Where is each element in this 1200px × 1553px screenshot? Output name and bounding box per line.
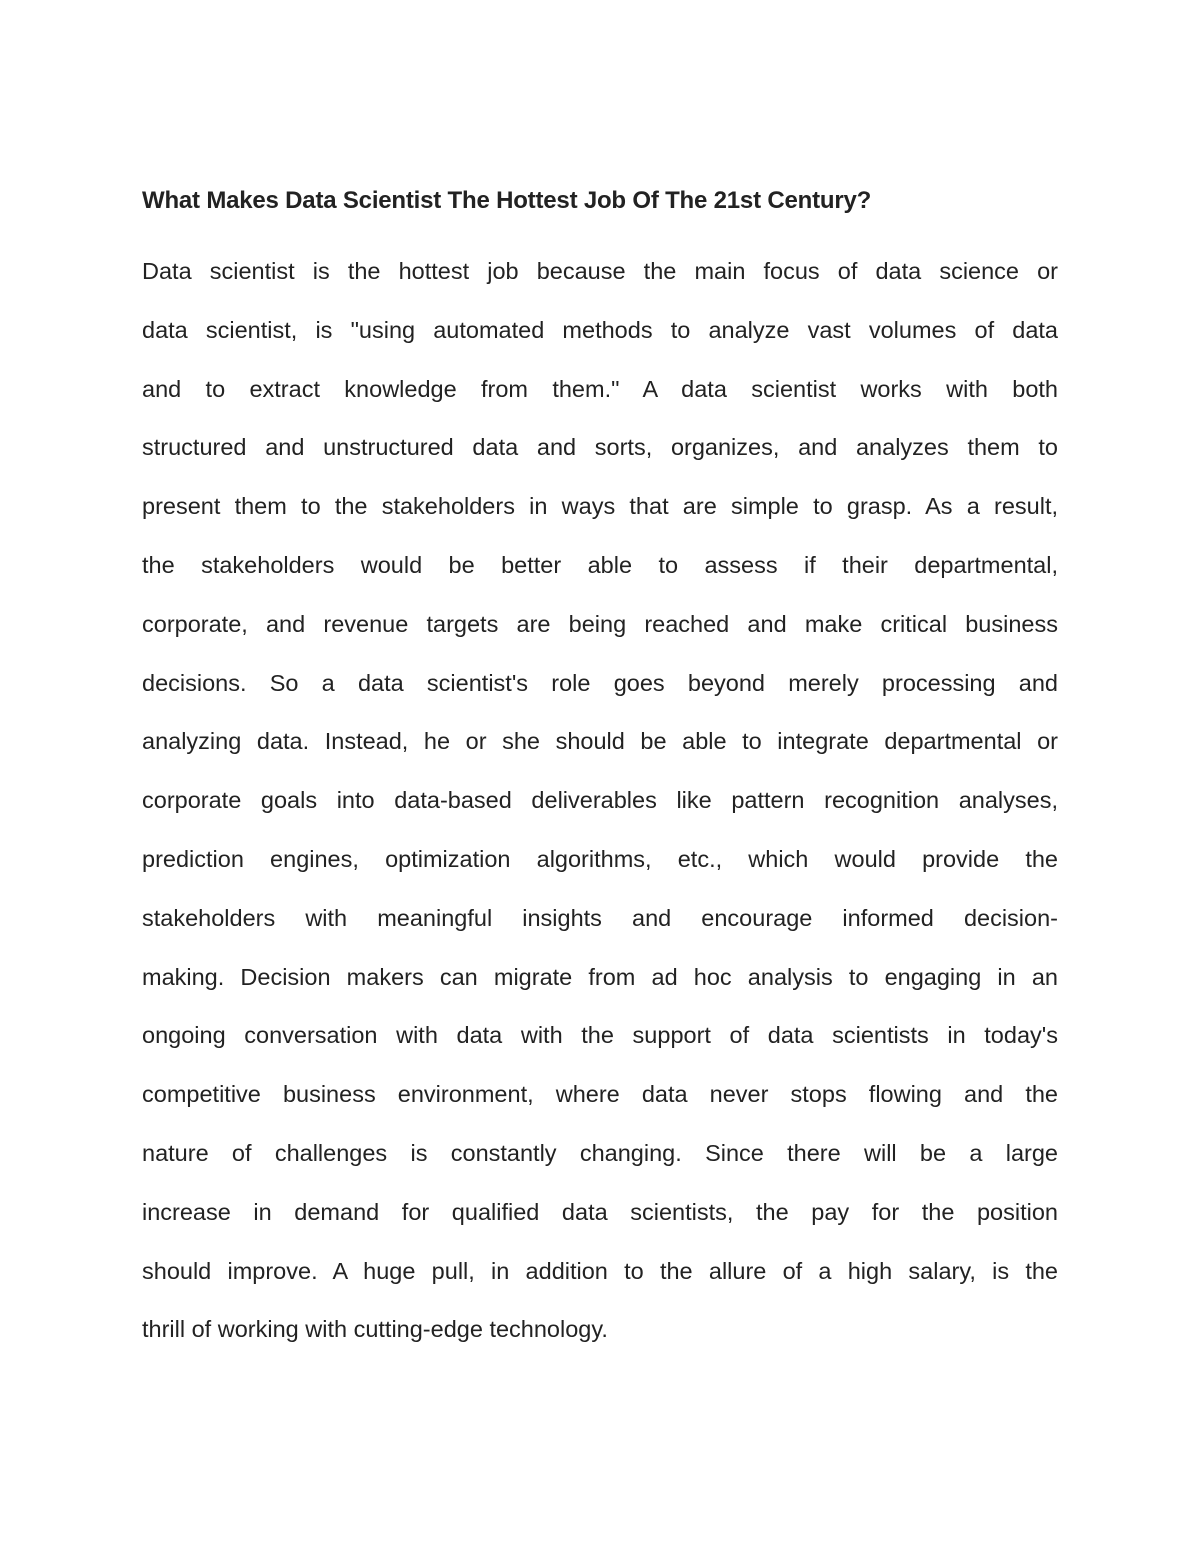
body-line: thrill of working with cutting-edge technology. [142,1316,608,1343]
body-line: nature of challenges is constantly changing. Since there will be a large [142,1139,1058,1166]
body-line: present them to the stakeholders in ways that are simple to grasp. As a result, [142,493,1058,520]
document-title: What Makes Data Scientist The Hottest Job Of The 21st Century? [142,187,872,214]
body-line: structured and unstructured data and sorts, organizes, and analyzes them to [142,434,1058,461]
body-line: increase in demand for qualified data scientists, the pay for the position [142,1198,1058,1225]
body-line: Data scientist is the hottest job because the main focus of data science or [142,258,1058,284]
body-line: prediction engines, optimization algorithms, etc., which would provide the [142,845,1058,872]
body-line: data scientist, is "using automated methods to analyze vast volumes of data [142,316,1058,343]
body-line: should improve. A huge pull, in addition to the allure of a high salary, is the [142,1257,1058,1284]
body-line: corporate, and revenue targets are being reached and make critical business [142,610,1058,637]
body-line: ongoing conversation with data with the support of data scientists in today's [142,1022,1058,1049]
body-line: stakeholders with meaningful insights and encourage informed decision- [142,904,1058,931]
body-line: corporate goals into data-based deliverables like pattern recognition analyses, [142,787,1058,814]
body-line: decisions. So a data scientist's role goes beyond merely processing and [142,669,1058,696]
body-line: making. Decision makers can migrate from ad hoc analysis to engaging in an [142,963,1058,990]
body-line: the stakeholders would be better able to assess if their departmental, [142,551,1058,578]
body-line: analyzing data. Instead, he or she should be able to integrate departmental or [142,728,1058,755]
body-line: competitive business environment, where data never stops flowing and the [142,1081,1058,1108]
body-line: and to extract knowledge from them." A data scientist works with both [142,375,1058,402]
document-body [142,242,1058,1359]
